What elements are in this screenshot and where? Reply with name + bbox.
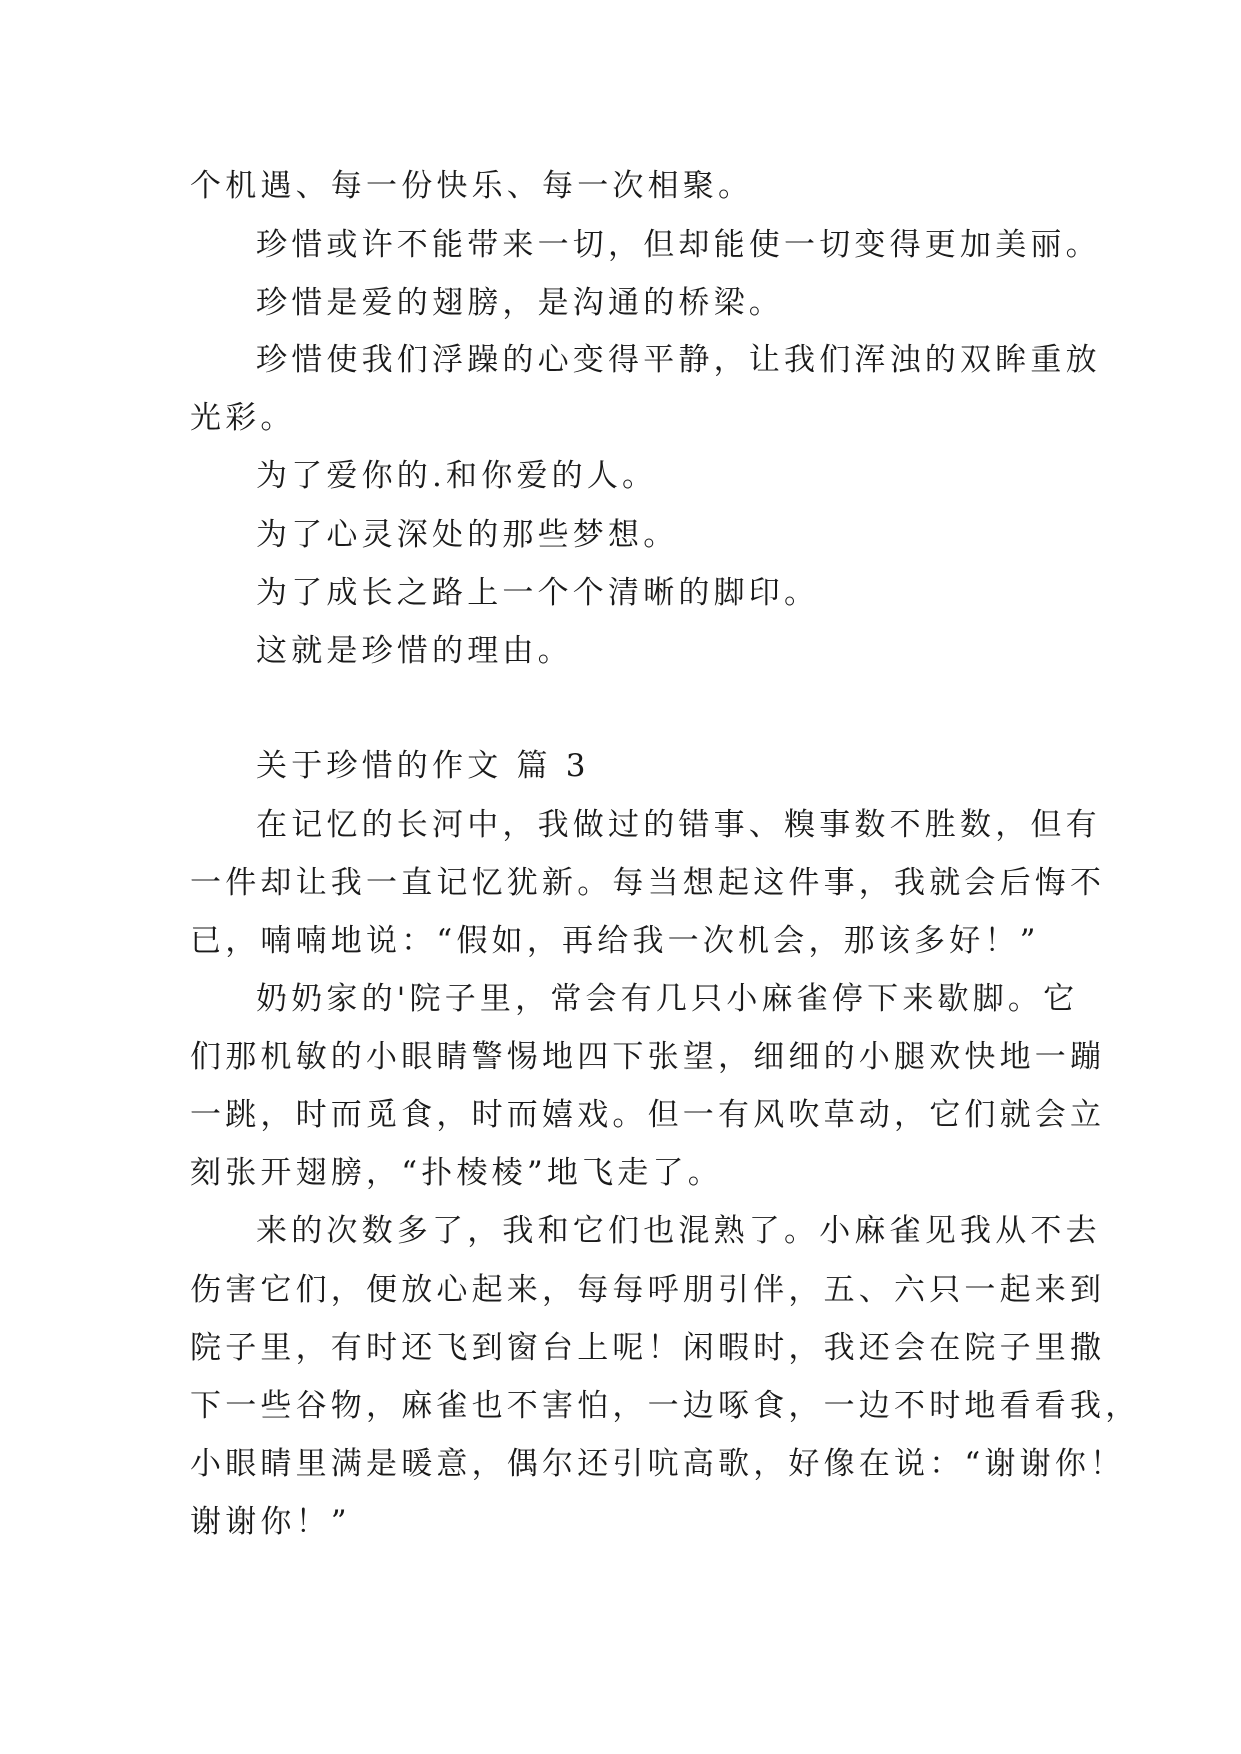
paragraph-line: 院子里，有时还飞到窗台上呢！闲暇时，我还会在院子里撒 <box>190 1330 1106 1366</box>
paragraph-line: 珍惜使我们浮躁的心变得平静，让我们浑浊的双眸重放 <box>256 342 1101 378</box>
paragraph-line: 来的次数多了，我和它们也混熟了。小麻雀见我从不去 <box>256 1213 1101 1249</box>
paragraph-line: 在记忆的长河中，我做过的错事、糗事数不胜数，但有 <box>256 807 1101 843</box>
paragraph-line: 小眼睛里满是暖意，偶尔还引吭高歌，好像在说：“谢谢你！ <box>190 1446 1126 1482</box>
paragraph-line: 这就是珍惜的理由。 <box>256 633 573 669</box>
paragraph-line: 一跳，时而觅食，时而嬉戏。但一有风吹草动，它们就会立 <box>190 1097 1106 1133</box>
paragraph-line: 为了成长之路上一个个清晰的脚印。 <box>256 575 820 611</box>
paragraph-line: 珍惜是爱的翅膀，是沟通的桥梁。 <box>256 285 784 321</box>
paragraph-line: 个机遇、每一份快乐、每一次相聚。 <box>190 168 754 204</box>
paragraph-line: 光彩。 <box>190 400 296 436</box>
paragraph-line: 奶奶家的'院子里，常会有几只小麻雀停下来歇脚。它 <box>256 981 1079 1017</box>
paragraph-line: 下一些谷物，麻雀也不害怕，一边啄食，一边不时地看看我， <box>190 1388 1141 1424</box>
section-heading: 关于珍惜的作文 篇 3 <box>256 748 590 784</box>
paragraph-line: 一件却让我一直记忆犹新。每当想起这件事，我就会后悔不 <box>190 865 1106 901</box>
paragraph-line: 已，喃喃地说：“假如，再给我一次机会，那该多好！” <box>190 923 1040 959</box>
paragraph-line: 刻张开翅膀，“扑棱棱”地飞走了。 <box>190 1155 723 1191</box>
paragraph-line: 为了心灵深处的那些梦想。 <box>256 517 679 553</box>
paragraph-line: 伤害它们，便放心起来，每每呼朋引伴，五、六只一起来到 <box>190 1272 1106 1308</box>
paragraph-line: 谢谢你！” <box>190 1504 351 1540</box>
paragraph-line: 珍惜或许不能带来一切，但却能使一切变得更加美丽。 <box>256 227 1101 263</box>
paragraph-line: 们那机敏的小眼睛警惕地四下张望，细细的小腿欢快地一蹦 <box>190 1039 1106 1075</box>
paragraph-line: 为了爱你的.和你爱的人。 <box>256 458 658 494</box>
